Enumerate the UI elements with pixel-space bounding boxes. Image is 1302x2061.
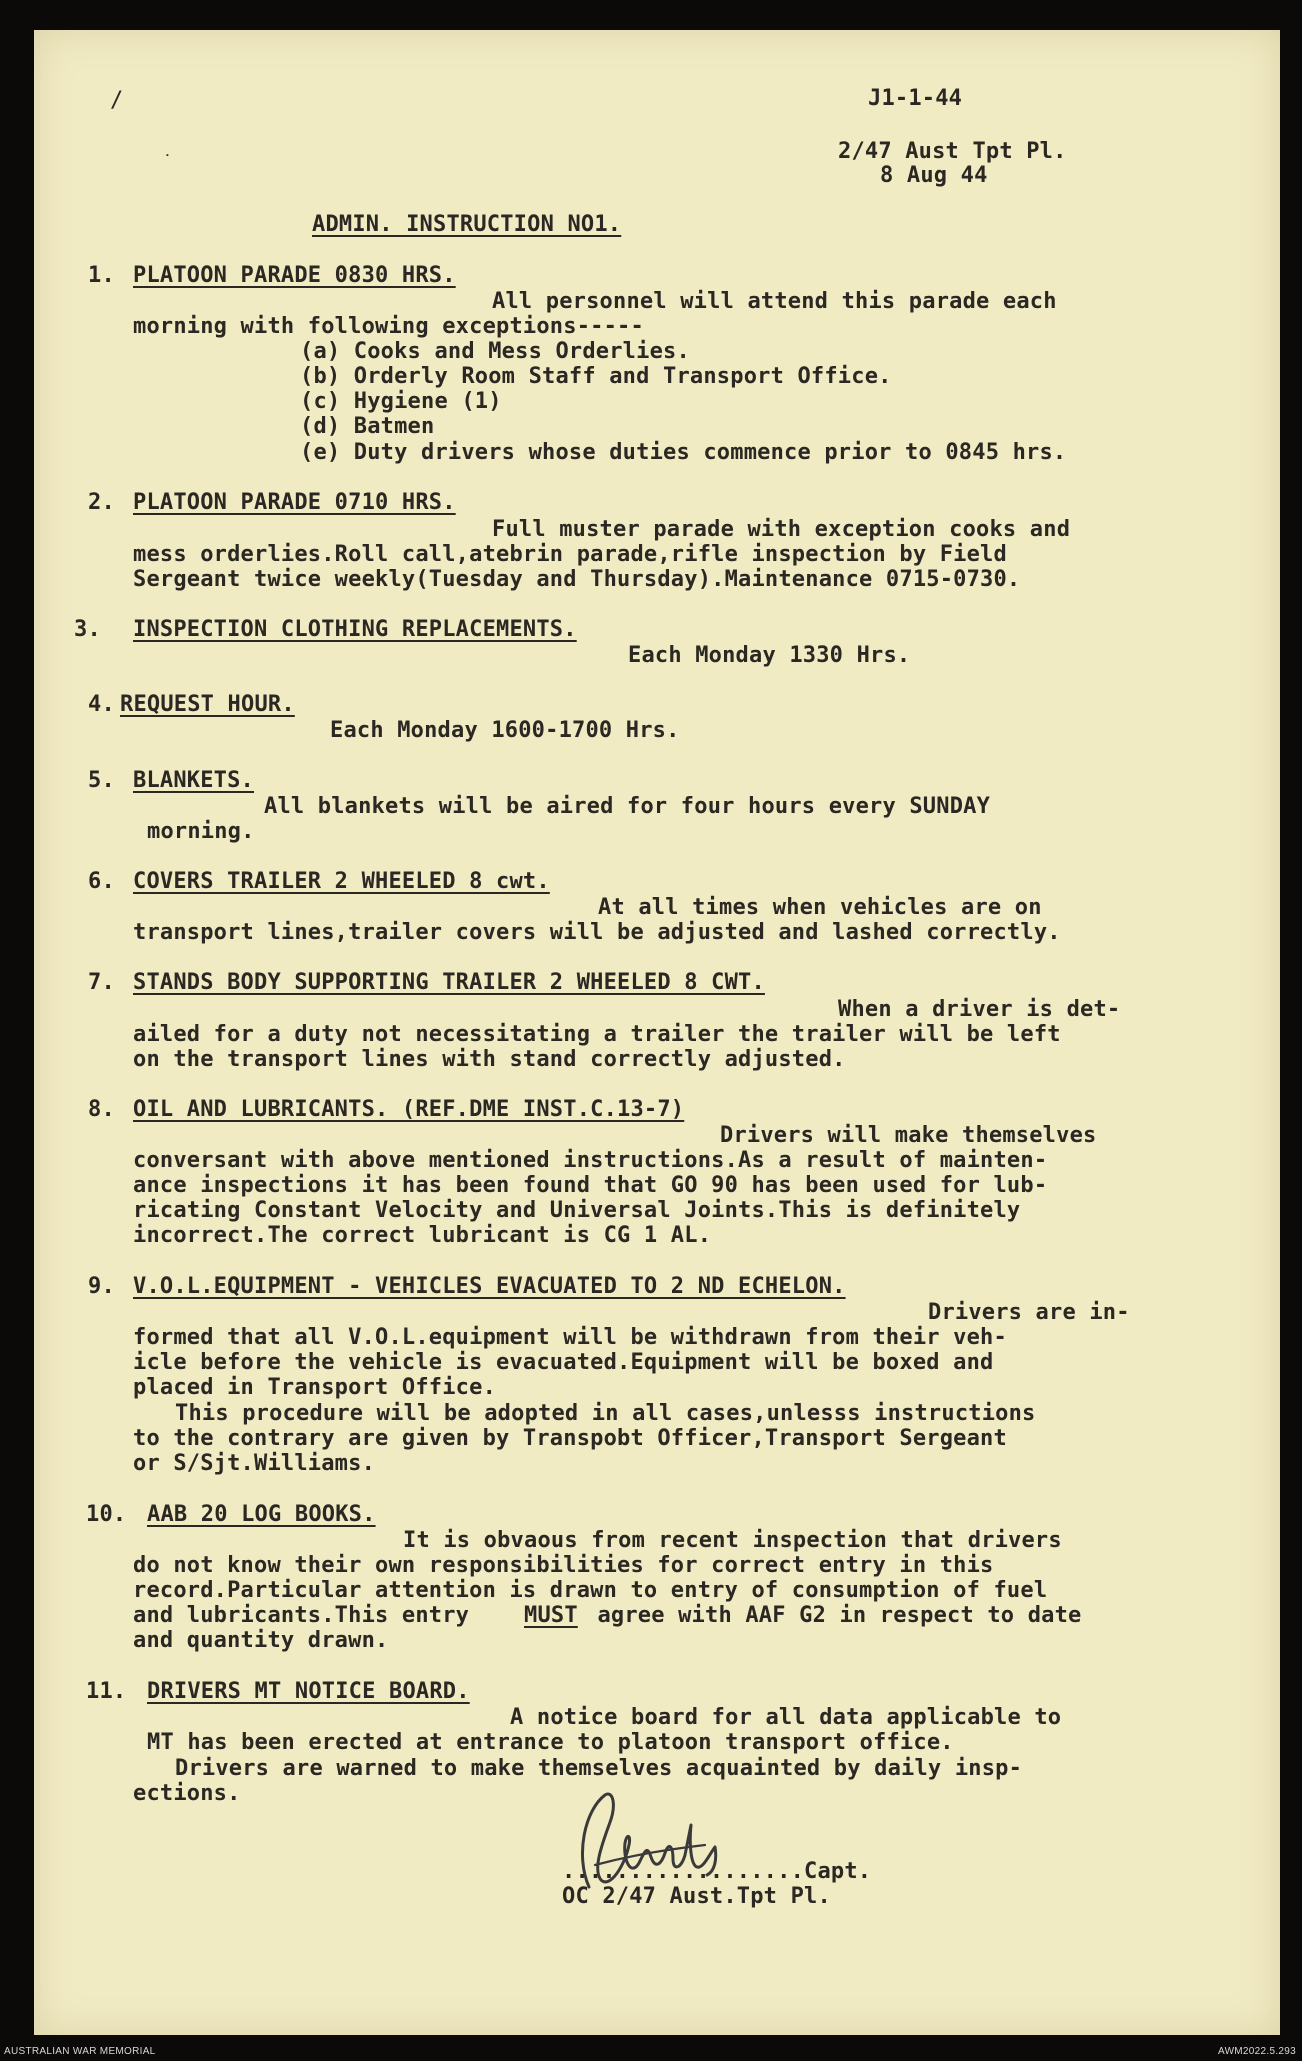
item-line: conversant with above mentioned instructions.As a result of mainten- (133, 1148, 1048, 1173)
item-line: Each Monday 1600-1700 Hrs. (330, 718, 680, 743)
item-heading: OIL AND LUBRICANTS. (REF.DME INST.C.13-7) (133, 1097, 685, 1122)
signatory-office: OC 2/47 Aust.Tpt Pl. (562, 1884, 831, 1909)
item-line: incorrect.The correct lubricant is CG 1 AL. (133, 1223, 712, 1248)
item-line: placed in Transport Office. (133, 1375, 497, 1400)
item-line: It is obvaous from recent inspection that drivers (403, 1528, 1062, 1553)
item-line: transport lines,trailer covers will be adjusted and lashed correctly. (133, 920, 1061, 945)
item-heading: DRIVERS MT NOTICE BOARD. (147, 1679, 470, 1704)
item-line: ections. (133, 1781, 241, 1806)
pencil-mark: / (110, 88, 124, 113)
item-line: When a driver is det- (838, 997, 1121, 1022)
item-line: to the contrary are given by Transpobt Officer,Transport Sergeant (133, 1426, 1007, 1451)
signature-line: ..................Capt. (562, 1859, 872, 1884)
archive-credit: AUSTRALIAN WAR MEMORIAL (4, 2046, 156, 2057)
item-line: MT has been erected at entrance to platoon transport office. (147, 1730, 954, 1755)
item-line: This procedure will be adopted in all cases,unlesss instructions (175, 1401, 1036, 1426)
item-number: 2. (88, 490, 115, 515)
unit-name: 2/47 Aust Tpt Pl. (838, 139, 1067, 164)
item-line: Drivers are in- (928, 1300, 1130, 1325)
item-heading: PLATOON PARADE 0830 HRS. (133, 263, 456, 288)
item-number: 8. (88, 1097, 115, 1122)
item-line: Sergeant twice weekly(Tuesday and Thursday).Maintenance 0715-0730. (133, 567, 1021, 592)
item-line: icle before the vehicle is evacuated.Equipment will be boxed and (133, 1350, 994, 1375)
item-line: on the transport lines with stand correctly adjusted. (133, 1047, 846, 1072)
item-line: or S/Sjt.Williams. (133, 1451, 376, 1476)
item-line: All personnel will attend this parade each (492, 289, 1057, 314)
item-heading: INSPECTION CLOTHING REPLACEMENTS. (133, 617, 577, 642)
item-line: ance inspections it has been found that GO 90 has been used for lub- (133, 1173, 1048, 1198)
item-heading: PLATOON PARADE 0710 HRS. (133, 490, 456, 515)
emphasis-must: MUST (524, 1603, 578, 1628)
item-line: and quantity drawn. (133, 1628, 389, 1653)
pencil-mark: ˙ (162, 152, 173, 173)
item-line: agree with AAF G2 in respect to date (584, 1603, 1082, 1628)
file-reference: J1-1-44 (868, 86, 963, 111)
item-number: 10. (86, 1502, 127, 1527)
list-item: (e) Duty drivers whose duties commence prior to 0845 hrs. (300, 440, 1067, 465)
item-heading: COVERS TRAILER 2 WHEELED 8 cwt. (133, 869, 550, 894)
list-item: (c) Hygiene (1) (300, 389, 502, 414)
item-line: mess orderlies.Roll call,atebrin parade,rifle inspection by Field (133, 542, 1007, 567)
item-line: and lubricants.This entry (133, 1603, 483, 1628)
item-number: 1. (88, 263, 115, 288)
item-number: 5. (88, 768, 115, 793)
item-number: 11. (86, 1679, 127, 1704)
item-line: ricating Constant Velocity and Universal Joints.This is definitely (133, 1198, 1021, 1223)
item-line: morning. (147, 819, 255, 844)
list-item: (b) Orderly Room Staff and Transport Office. (300, 364, 892, 389)
document-date: 8 Aug 44 (880, 163, 988, 188)
item-heading: BLANKETS. (133, 768, 255, 793)
item-line: morning with following exceptions----- (133, 314, 644, 339)
item-number: 7. (88, 970, 115, 995)
item-line: Drivers are warned to make themselves acquainted by daily insp- (175, 1756, 1023, 1781)
item-line: record.Particular attention is drawn to entry of consumption of fuel (133, 1578, 1048, 1603)
item-number: 3. (74, 617, 101, 642)
item-number: 9. (88, 1274, 115, 1299)
item-line: formed that all V.O.L.equipment will be withdrawn from their veh- (133, 1325, 1007, 1350)
item-line: A notice board for all data applicable to (510, 1705, 1062, 1730)
item-line: do not know their own responsibilities for correct entry in this (133, 1553, 994, 1578)
document-title: ADMIN. INSTRUCTION NO1. (312, 212, 622, 237)
list-item: (d) Batmen (300, 414, 435, 439)
item-heading: V.O.L.EQUIPMENT - VEHICLES EVACUATED TO 2 ND ECHELON. (133, 1274, 846, 1299)
item-line: ailed for a duty not necessitating a trailer the trailer will be left (133, 1022, 1061, 1047)
item-line: All blankets will be aired for four hours every SUNDAY (264, 794, 991, 819)
item-line: Full muster parade with exception cooks and (492, 517, 1071, 542)
item-line: At all times when vehicles are on (598, 895, 1042, 920)
item-heading: STANDS BODY SUPPORTING TRAILER 2 WHEELED 8 CWT. (133, 970, 765, 995)
list-item: (a) Cooks and Mess Orderlies. (300, 339, 690, 364)
item-heading: AAB 20 LOG BOOKS. (147, 1502, 376, 1527)
item-number: 6. (88, 869, 115, 894)
item-line: Each Monday 1330 Hrs. (628, 643, 911, 668)
item-heading: REQUEST HOUR. (120, 692, 295, 717)
item-line: Drivers will make themselves (720, 1123, 1097, 1148)
accession-number: AWM2022.5.293 (1217, 2046, 1296, 2057)
item-number: 4. (88, 692, 115, 717)
